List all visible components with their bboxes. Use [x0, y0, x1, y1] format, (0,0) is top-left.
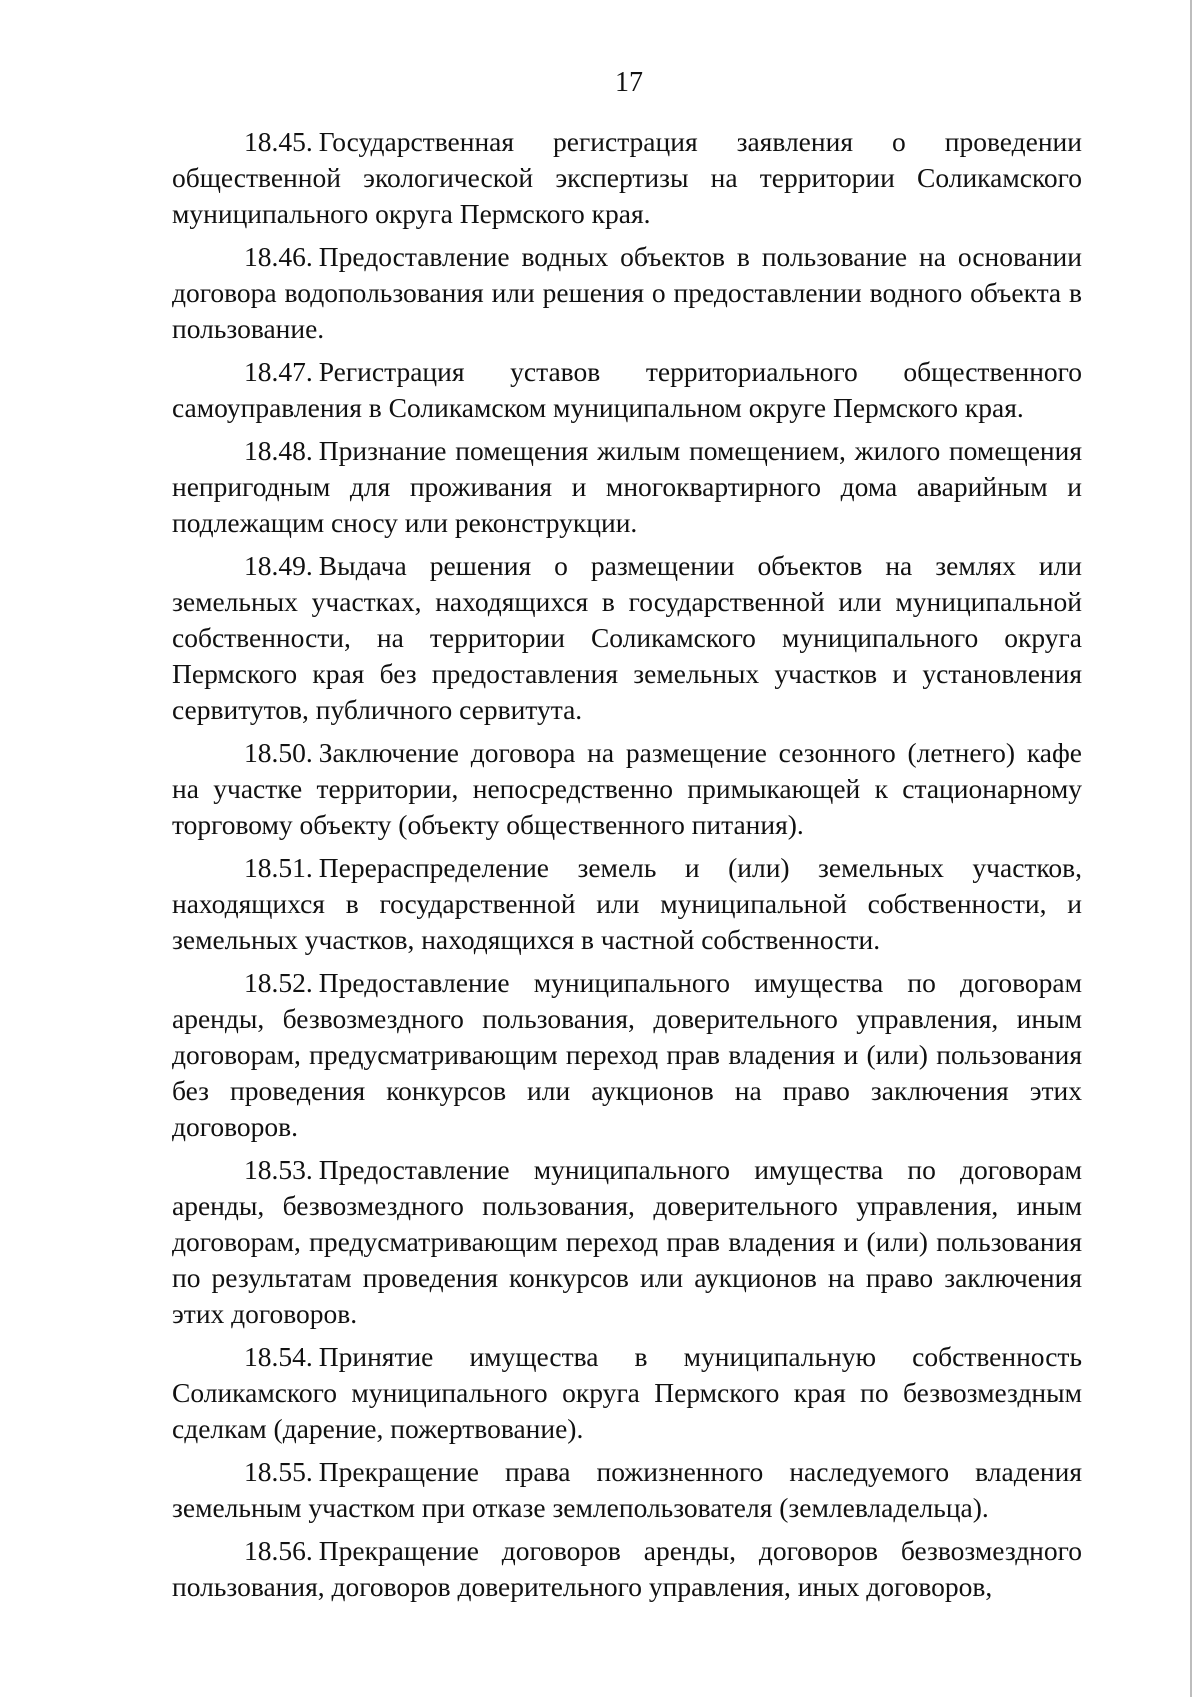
item-number: 18.48. [244, 435, 313, 466]
item-number: 18.54. [244, 1341, 313, 1372]
item-number: 18.55. [244, 1456, 313, 1487]
item-text: Предоставление муниципального имущества по договорам аренды, безвозмездного пользования, доверительного управления, иным договорам, предусматривающим переход прав владения и (или) пользования без проведения конкурсов или аукционов на право заключения этих договоров. [172, 967, 1082, 1142]
item-text: Выдача решения о размещении объектов на землях или земельных участках, находящихся в государственной или муниципальной собственности, на территории Соликамского муниципального округа Пермского края без предоставления земельных участков и установления сервитутов, публичного сервитута. [172, 550, 1082, 725]
page-number: 17 [615, 67, 643, 98]
item-number: 18.52. [244, 967, 313, 998]
item-text: Признание помещения жилым помещением, жилого помещения непригодным для проживания и многоквартирного дома аварийным и подлежащим сносу или реконструкции. [172, 435, 1082, 538]
list-item [172, 239, 1082, 347]
item-number: 18.51. [244, 852, 313, 883]
item-number: 18.53. [244, 1154, 313, 1185]
list-item [172, 1339, 1082, 1447]
document-body [172, 124, 1082, 1612]
list-item [172, 354, 1082, 426]
item-text: Прекращение договоров аренды, договоров безвозмездного пользования, договоров доверительного управления, иных договоров, [172, 1535, 1082, 1602]
item-text: Прекращение права пожизненного наследуемого владения земельным участком при отказе землепользователя (землевладельца). [172, 1456, 1082, 1523]
item-text: Предоставление водных объектов в пользование на основании договора водопользования или решения о предоставлении водного объекта в пользование. [172, 241, 1082, 344]
list-item [172, 1454, 1082, 1526]
item-text: Государственная регистрация заявления о проведении общественной экологической экспертизы на территории Соликамского муниципального округа Пермского края. [172, 126, 1082, 229]
item-number: 18.47. [244, 356, 313, 387]
item-text: Перераспределение земель и (или) земельных участков, находящихся в государственной или муниципальной собственности, и земельных участков, находящихся в частной собственности. [172, 852, 1082, 955]
list-item [172, 1152, 1082, 1332]
item-number: 18.50. [244, 737, 313, 768]
list-item [172, 735, 1082, 843]
list-item [172, 965, 1082, 1145]
item-number: 18.49. [244, 550, 313, 581]
list-item [172, 1533, 1082, 1605]
item-number: 18.46. [244, 241, 313, 272]
item-text: Заключение договора на размещение сезонного (летнего) кафе на участке территории, непосредственно примыкающей к стационарному торговому объекту (объекту общественного питания). [172, 737, 1082, 840]
item-text: Предоставление муниципального имущества по договорам аренды, безвозмездного пользования, доверительного управления, иным договорам, предусматривающим переход прав владения и (или) пользования по результатам проведения конкурсов или аукционов на право заключения этих договоров. [172, 1154, 1082, 1329]
item-number: 18.56. [244, 1535, 313, 1566]
item-text: Принятие имущества в муниципальную собственность Соликамского муниципального округа Пермского края по безвозмездным сделкам (дарение, пожертвование). [172, 1341, 1082, 1444]
item-text: Регистрация уставов территориального общественного самоуправления в Соликамском муниципальном округе Пермского края. [172, 356, 1082, 423]
page-edge-line [1190, 0, 1192, 1697]
list-item [172, 433, 1082, 541]
list-item [172, 548, 1082, 728]
list-item [172, 124, 1082, 232]
item-number: 18.45. [244, 126, 313, 157]
list-item [172, 850, 1082, 958]
